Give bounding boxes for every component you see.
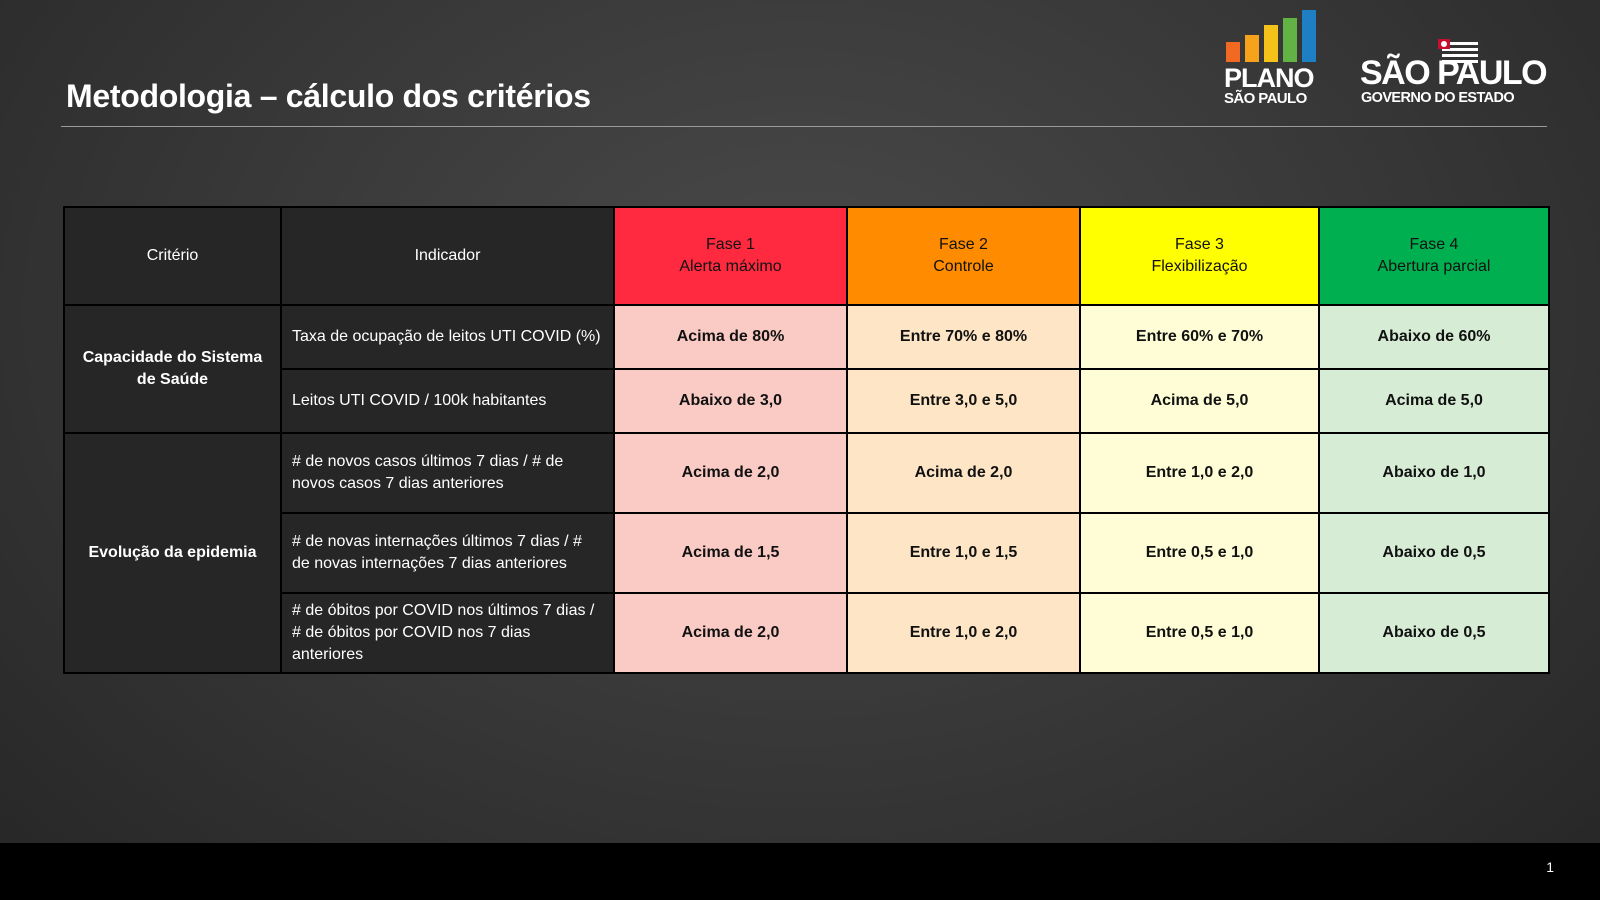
- phase-3-value: Entre 1,0 e 2,0: [1080, 433, 1319, 513]
- phase-1-value: Acima de 1,5: [614, 513, 847, 593]
- phase-1-name: Fase 1: [706, 236, 755, 253]
- table-header-row: [64, 207, 1549, 305]
- phase-4-name: Fase 4: [1409, 236, 1459, 253]
- phase-3-value: Entre 0,5 e 1,0: [1080, 593, 1319, 673]
- title-divider: [61, 126, 1547, 127]
- phase-4-desc: Abertura parcial: [1377, 258, 1491, 275]
- page-number: 1: [1546, 859, 1554, 875]
- phase-1-value: Acima de 80%: [614, 305, 847, 369]
- table-row: [64, 369, 1549, 433]
- phase-4-value: Abaixo de 0,5: [1319, 593, 1549, 673]
- governo-sao-paulo-logo: [1360, 38, 1550, 110]
- criterio-cell: Evolução da epidemia: [64, 433, 281, 673]
- indicador-cell: # de óbitos por COVID nos últimos 7 dias / # de óbitos por COVID nos 7 dias anteriores: [281, 593, 614, 673]
- phase-2-value: Acima de 2,0: [847, 433, 1080, 513]
- phase-1-value: Acima de 2,0: [614, 433, 847, 513]
- phase-4-value: Abaixo de 1,0: [1319, 433, 1549, 513]
- bar-chart-logo-icon: [1226, 10, 1326, 62]
- header-phase-2: [847, 207, 1080, 305]
- header-phase-3: [1080, 207, 1319, 305]
- table-row: [64, 305, 1549, 369]
- header-indicador: Indicador: [281, 207, 614, 305]
- phase-3-value: Entre 0,5 e 1,0: [1080, 513, 1319, 593]
- phase-1-value: Abaixo de 3,0: [614, 369, 847, 433]
- gov-logo-sub: GOVERNO DO ESTADO: [1361, 90, 1515, 106]
- phase-2-value: Entre 1,0 e 1,5: [847, 513, 1080, 593]
- table-row: [64, 593, 1549, 673]
- plano-logo-sub: SÃO PAULO: [1224, 90, 1307, 107]
- indicador-cell: Taxa de ocupação de leitos UTI COVID (%): [281, 305, 614, 369]
- table-row: [64, 513, 1549, 593]
- header-phase-4: [1319, 207, 1549, 305]
- criteria-table: [63, 206, 1550, 674]
- phase-4-value: Abaixo de 60%: [1319, 305, 1549, 369]
- phase-2-value: Entre 1,0 e 2,0: [847, 593, 1080, 673]
- gov-logo-word: SÃO PAULO: [1360, 54, 1547, 92]
- phase-3-value: Acima de 5,0: [1080, 369, 1319, 433]
- footer-bar: [0, 843, 1600, 900]
- plano-logo-word: PLANO: [1224, 63, 1314, 93]
- phase-4-value: Acima de 5,0: [1319, 369, 1549, 433]
- table-row: [64, 433, 1549, 513]
- phase-2-name: Fase 2: [939, 236, 988, 253]
- phase-2-value: Entre 3,0 e 5,0: [847, 369, 1080, 433]
- phase-3-value: Entre 60% e 70%: [1080, 305, 1319, 369]
- header-phase-1: [614, 207, 847, 305]
- plano-sao-paulo-logo: [1222, 10, 1332, 110]
- phase-4-value: Abaixo de 0,5: [1319, 513, 1549, 593]
- phase-3-name: Fase 3: [1175, 236, 1224, 253]
- phase-1-desc: Alerta máximo: [679, 258, 782, 275]
- page-title: Metodologia – cálculo dos critérios: [66, 78, 591, 114]
- phase-3-desc: Flexibilização: [1151, 258, 1248, 275]
- indicador-cell: Leitos UTI COVID / 100k habitantes: [281, 369, 614, 433]
- header-criterio: Critério: [64, 207, 281, 305]
- criterio-cell: Capacidade do Sistema de Saúde: [64, 305, 281, 433]
- phase-2-desc: Controle: [933, 258, 994, 275]
- indicador-cell: # de novos casos últimos 7 dias / # de novos casos 7 dias anteriores: [281, 433, 614, 513]
- phase-2-value: Entre 70% e 80%: [847, 305, 1080, 369]
- phase-1-value: Acima de 2,0: [614, 593, 847, 673]
- indicador-cell: # de novas internações últimos 7 dias / # de novas internações 7 dias anteriores: [281, 513, 614, 593]
